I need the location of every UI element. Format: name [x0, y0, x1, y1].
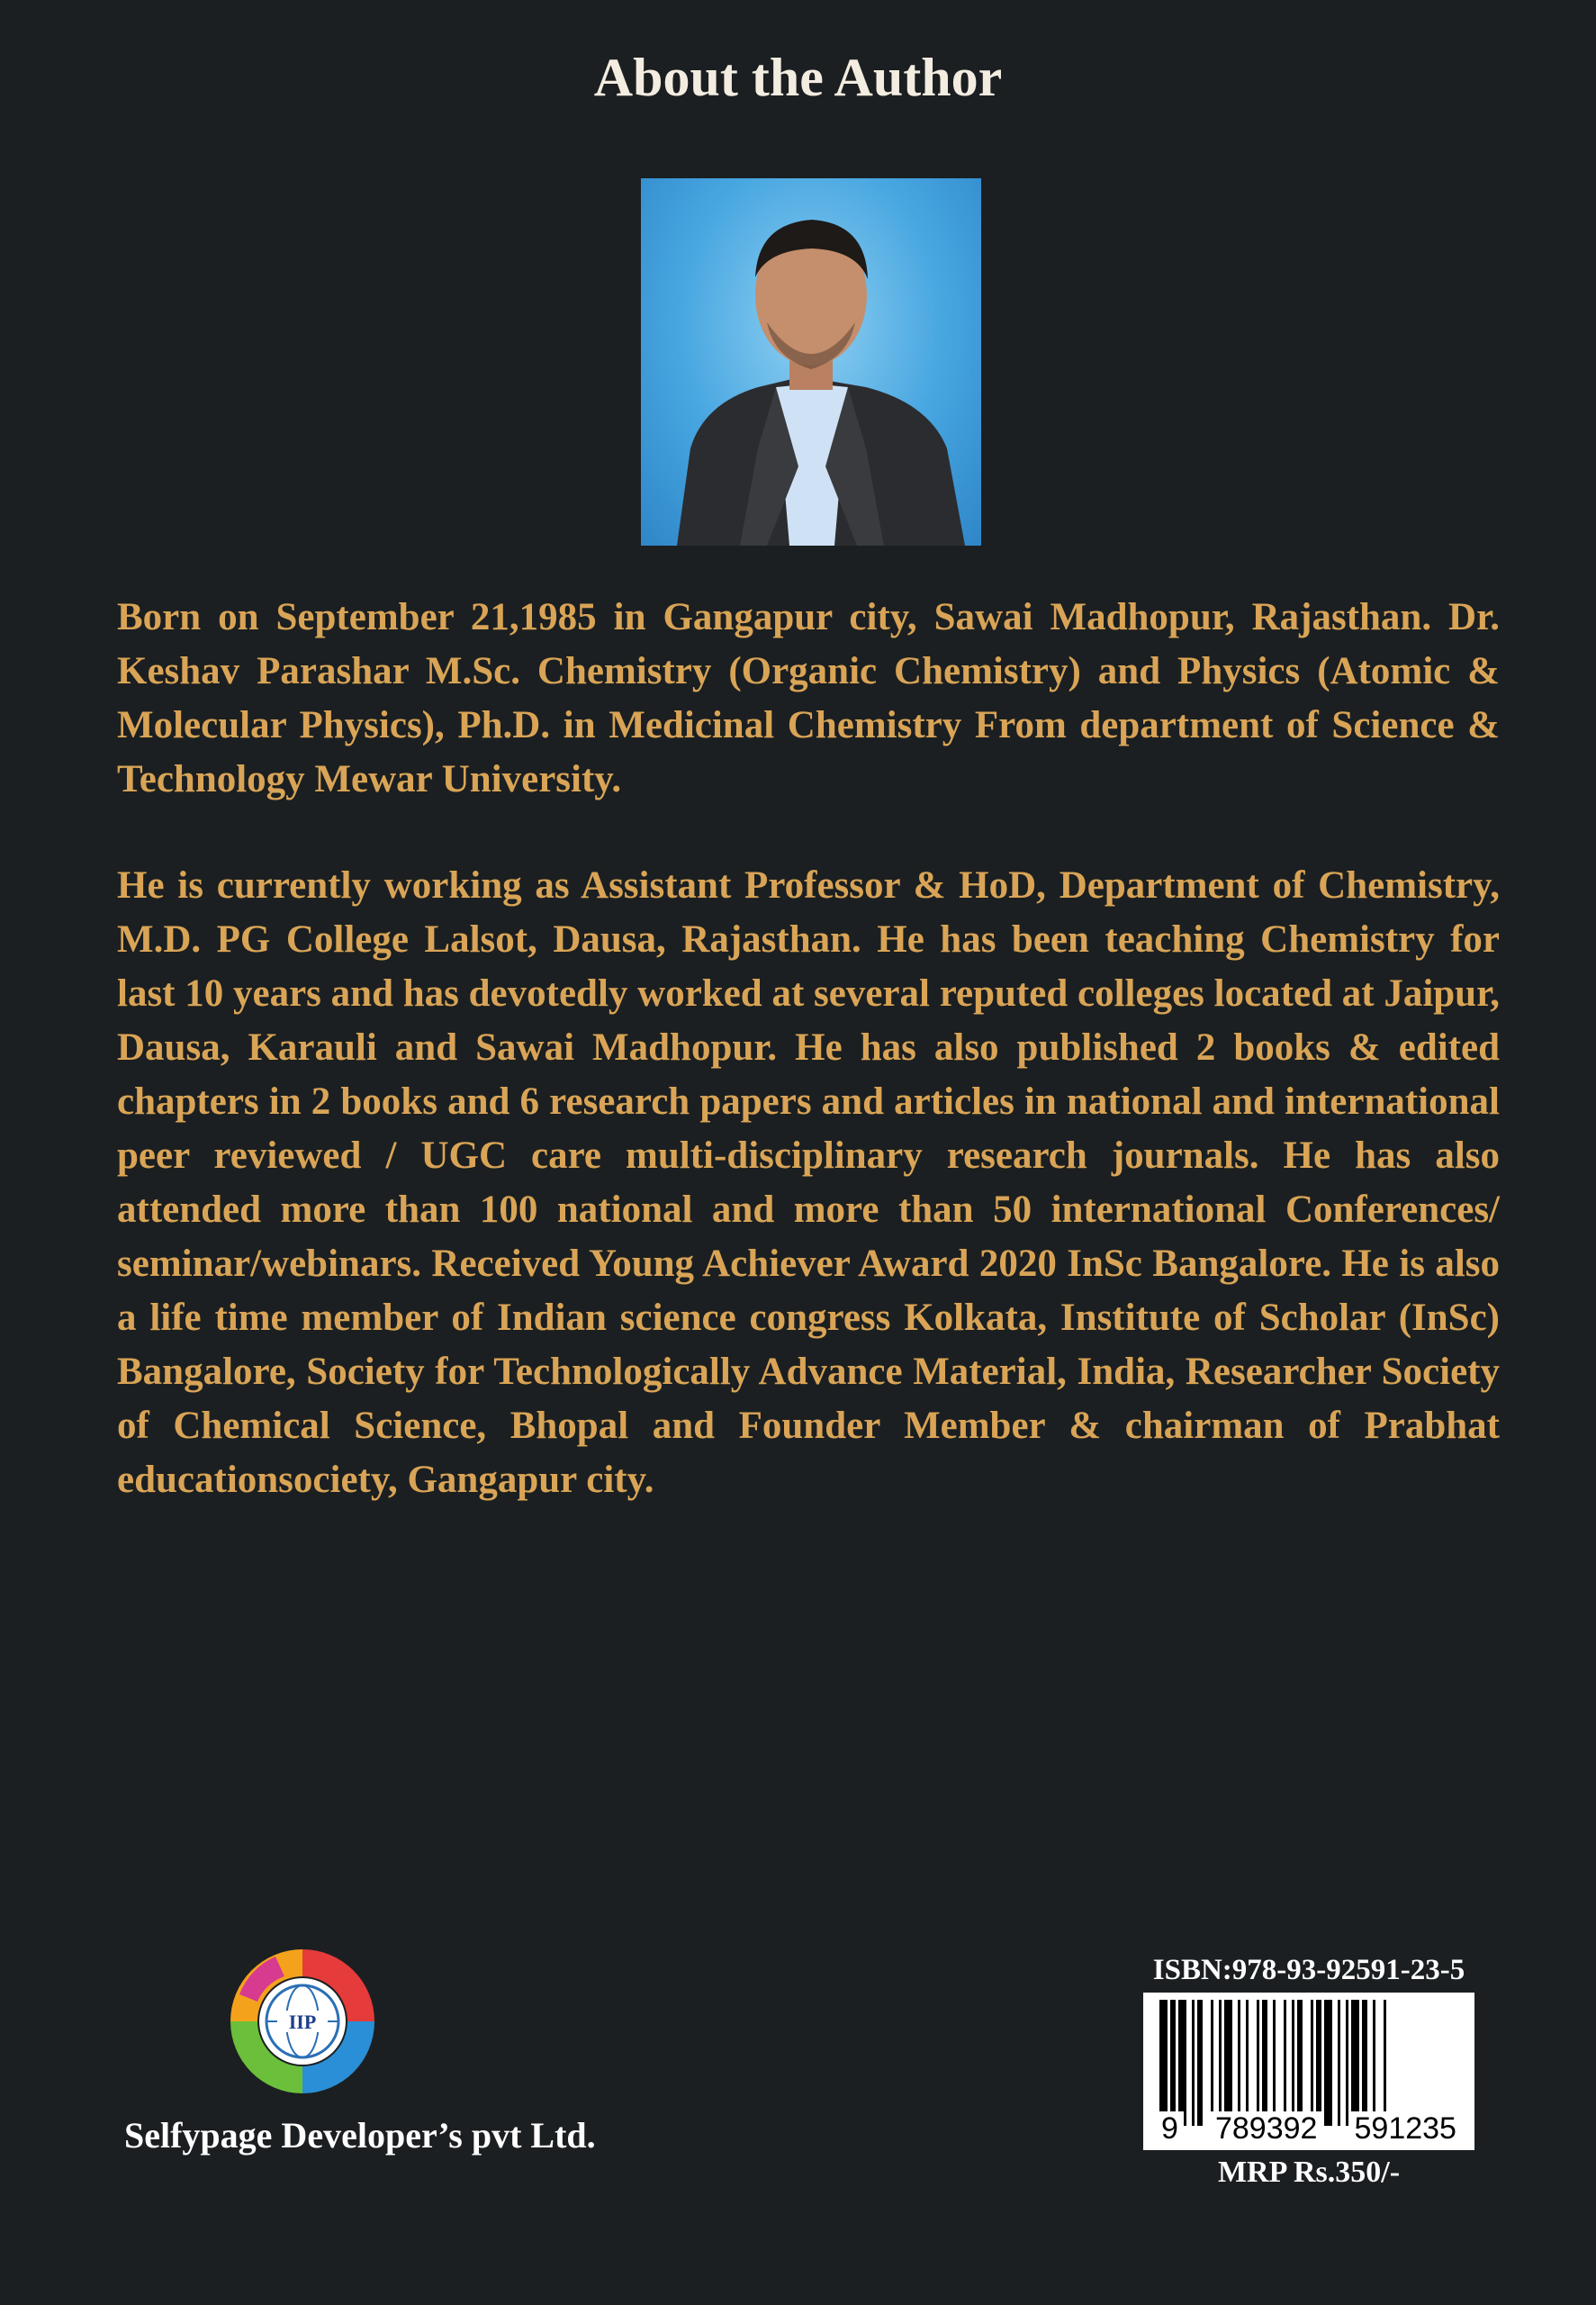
bio-paragraph-1: Born on September 21,1985 in Gangapur city, Sawai Madhopur, Rajasthan. Dr. Keshav Parashar M.Sc. Chemistry (Organic Chemistry) and Physics (Atomic & Molecular Physics), Ph.D. in Medicinal Chemistry From department of Science & Technology Mewar University.: [117, 596, 1500, 800]
mrp-price: MRP Rs.350/-: [1217, 2156, 1401, 2189]
barcode-bar: [1292, 2000, 1294, 2126]
barcode-digit-3: 591235: [1349, 2111, 1462, 2147]
barcode-bar: [1362, 2000, 1367, 2126]
barcode-digit-2: 789392: [1210, 2111, 1322, 2147]
barcode-digits: [1143, 2111, 1474, 2147]
barcode-bar: [1284, 2000, 1286, 2126]
barcode-bar: [1159, 2000, 1168, 2126]
barcode-bar: [1192, 2000, 1195, 2126]
publisher-logo: [221, 1940, 383, 2102]
barcode: [1143, 1993, 1474, 2150]
author-bio: [117, 591, 1500, 1559]
barcode-bar: [1219, 2000, 1222, 2126]
barcode-bar: [1384, 2000, 1386, 2126]
barcode-bar: [1316, 2000, 1321, 2126]
barcode-bar: [1238, 2000, 1240, 2126]
barcode-bar: [1373, 2000, 1375, 2126]
barcode-bar: [1170, 2000, 1176, 2126]
barcode-bar: [1211, 2000, 1213, 2126]
bio-paragraph-2: He is currently working as Assistant Professor & HoD, Department of Chemistry, M.D. PG College Lalsot, Dausa, Rajasthan. He has been teaching Chemistry for last 10 years and has devotedly worked at several reputed colleges located at Jaipur, Dausa, Karauli and Sawai Madhopur. He has also published 2 books & edited chapters in 2 books and 6 research papers and articles in national and international peer reviewed / UGC care multi-disciplinary research journals. He has also attended more than 100 national and more than 50 international Conferences/ seminar/webinars. Received Young Achiever Award 2020 InSc Bangalore. He is also a life time member of Indian science congress Kolkata, Institute of Scholar (InSc) Bangalore, Society for Technologically Advance Material, India, Researcher Society of Chemical Science, Bhopal and Founder Member & chairman of Prabhat educationsociety, Gangapur city.: [117, 864, 1500, 1501]
barcode-bar: [1224, 2000, 1232, 2126]
barcode-bar: [1346, 2000, 1348, 2126]
page-title: About the Author: [593, 48, 1003, 107]
barcode-bar: [1262, 2000, 1267, 2126]
barcode-bar: [1338, 2000, 1340, 2126]
barcode-digit-1: 9: [1156, 2111, 1184, 2147]
barcode-bar: [1297, 2000, 1303, 2126]
barcode-bar: [1273, 2000, 1276, 2126]
logo-acronym: IIP: [288, 2011, 317, 2033]
author-photo: [641, 178, 981, 546]
barcode-bar: [1257, 2000, 1259, 2126]
barcode-bar: [1311, 2000, 1313, 2126]
barcode-bar: [1178, 2000, 1186, 2126]
barcode-bar: [1324, 2000, 1332, 2126]
barcode-bar: [1246, 2000, 1249, 2126]
barcode-bar: [1197, 2000, 1203, 2126]
isbn-label: ISBN:978-93-92591-23-5: [1152, 1954, 1465, 1986]
publisher-name: Selfypage Developer’s pvt Ltd.: [124, 2115, 596, 2156]
barcode-bar: [1351, 2000, 1359, 2126]
